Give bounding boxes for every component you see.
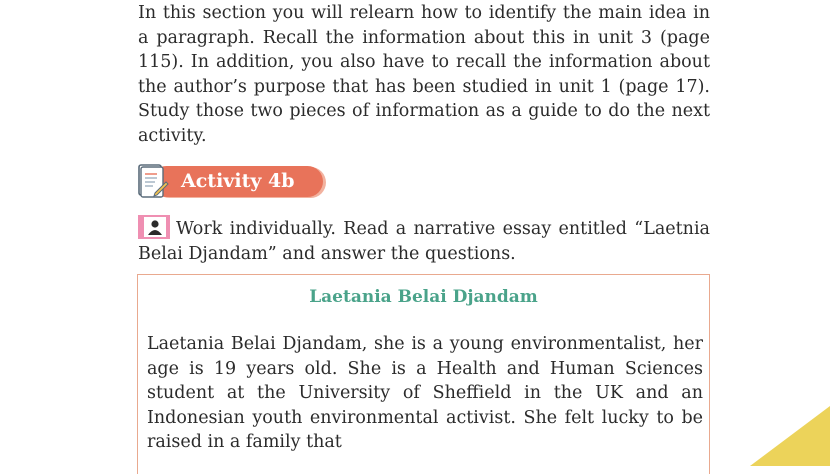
intro-paragraph: In this section you will relearn how to identify the main idea in a paragraph. Recall the information about this in unit 3 (page 115). In addition, you also have to recall the information about the author’s purpose that has been studied in unit 1 (page 17). Study those two pieces of information as a guide to do the next activity.: [138, 3, 710, 146]
essay-title: Laetania Belai Djandam: [309, 287, 538, 307]
activity-header: [137, 163, 325, 199]
corner-decoration: [750, 406, 830, 466]
clipboard-pencil-icon: [137, 163, 169, 199]
instruction-paragraph: [138, 215, 710, 267]
essay-text: Laetania Belai Djandam, she is a young environmentalist, her age is 19 years old. She is a Health and Human Sciences student at the University of Sheffield in the UK and an Indonesian youth environmental activist. She felt lucky to be raised in a family that: [147, 334, 703, 452]
essay-box: [137, 274, 710, 474]
person-icon: [138, 215, 170, 239]
activity-label: Activity 4b: [181, 170, 295, 192]
instruction-text: Work individually. Read a narrative essay entitled “Laetnia Belai Djandam” and answer the questions.: [138, 219, 710, 264]
